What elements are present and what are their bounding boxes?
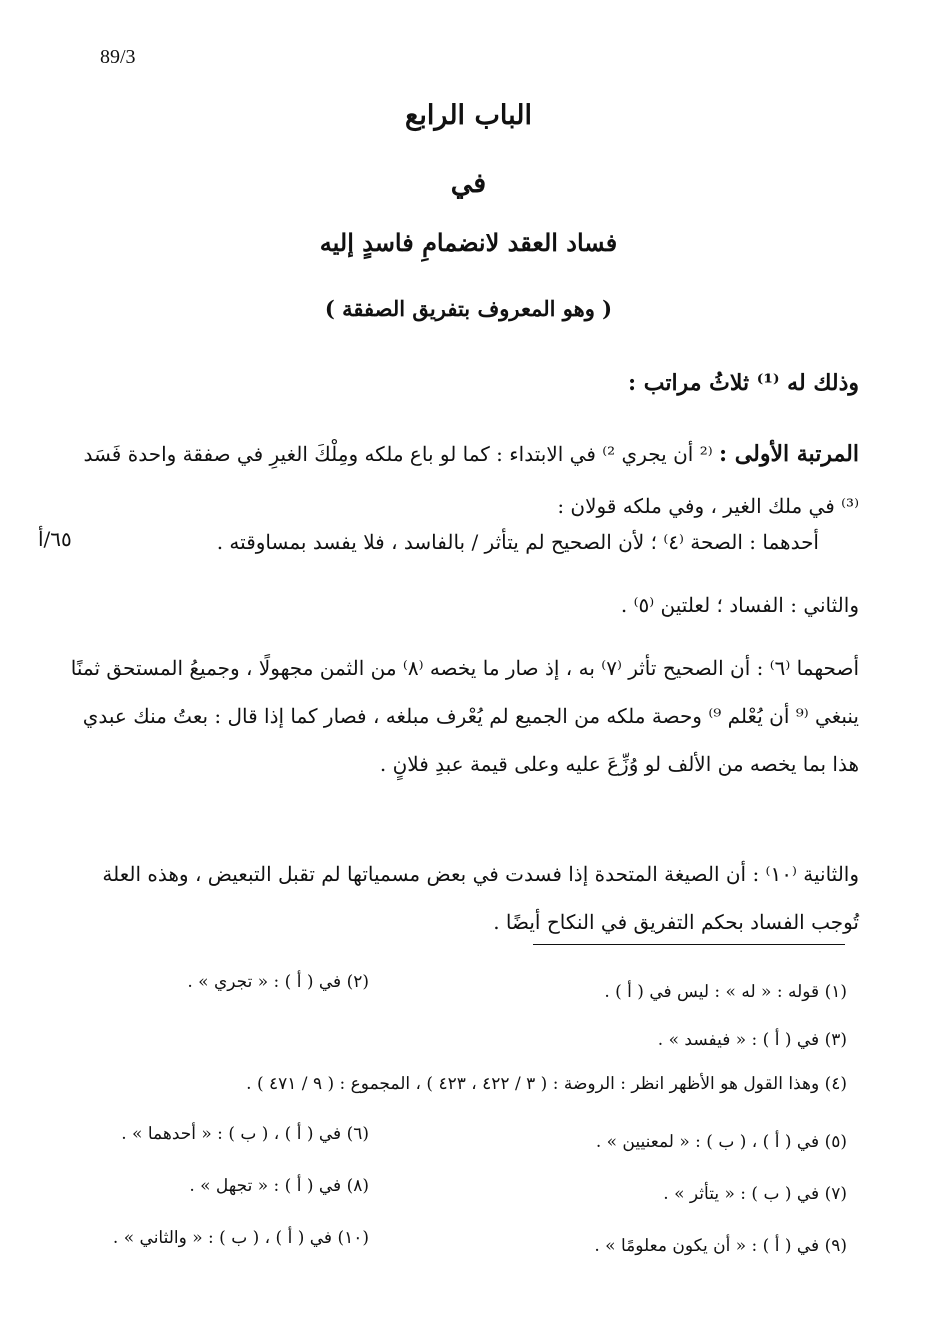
footnote-5: (٥) في ( أ ) ، ( ب ) : « لمعنيين » .	[595, 1132, 847, 1152]
paragraph-second-opinion: والثاني : الفساد ؛ لعلتين ⁽٥⁾ .	[620, 593, 859, 617]
intro-line: وذلك له ⁽¹⁾ ثلاثُ مراتب :	[627, 370, 859, 396]
footnote-2: (٢) في ( أ ) : « تجري » .	[187, 972, 369, 992]
first-rank-label: المرتبة الأولى :	[719, 441, 859, 467]
page-number: 89/3	[100, 46, 136, 68]
paragraph-first-opinion: أحدهما : الصحة ⁽٤⁾ ؛ لأن الصحيح لم يتأثر / بالفاسد ، فلا يفسد بمساوقته .	[216, 530, 819, 554]
footnote-9: (٩) في ( أ ) : « أن يكون معلومًا » .	[594, 1236, 847, 1256]
first-rank-text: ⁽² أن يجري ²⁾ في الابتداء : كما لو باع ملكه ومِلْكَ الغيرِ في صفقة واحدة فَسَد ⁽³⁾ في ملك الغير ، وفي ملكه قولان :	[83, 442, 859, 518]
footnote-4: (٤) وهذا القول هو الأظهر انظر : الروضة : ( ٣ / ٤٢٢ ، ٤٢٣ ) ، المجموع : ( ٩ / ٤٧١ ) .	[246, 1074, 847, 1094]
chapter-heading: الباب الرابع	[405, 100, 532, 131]
footnote-7: (٧) في ( ب ) : « يتأثر » .	[663, 1184, 847, 1204]
paragraph-second-reason: والثانية ⁽١٠⁾ : أن الصيغة المتحدة إذا فسدت في بعض مسمياتها لم تقبل التبعيض ، وهذه العلة تُوجب الفساد بحكم التفريق في النكاح أيضًا .	[102, 862, 859, 934]
footnote-divider	[533, 944, 845, 945]
footnote-6: (٦) في ( أ ) ، ( ب ) : « أحدهما » .	[121, 1124, 369, 1144]
footnote-8: (٨) في ( أ ) : « تجهل » .	[189, 1176, 369, 1196]
chapter-heading-in: في	[450, 168, 487, 199]
footnote-3: (٣) في ( أ ) : « فيفسد » .	[657, 1030, 847, 1050]
manuscript-folio-marker: ٦٥/أ	[38, 527, 72, 551]
paragraph-first-reason: أصحهما ⁽٦⁾ : أن الصحيح تأثر ⁽٧⁾ به ، إذ صار ما يخصه ⁽٨⁾ من الثمن مجهولًا ، وجميعُ المستحق ثمنًا ينبغي ⁽⁹ أن يُعْلم ⁹⁾ وحصة ملكه من الجميع لم يُعْرف مبلغه ، فصار كما إذا قال : بعتُ منك عبدي هذا بما يخصه من الألف لو وُزِّعَ عليه وعلى قيمة عبدِ فلانٍ .	[70, 656, 859, 776]
paragraph-first-rank	[69, 428, 859, 532]
footnote-10: (١٠) في ( أ ) ، ( ب ) : « والثاني » .	[112, 1228, 369, 1248]
footnote-1: (١) قوله : « له » : ليس في ( أ ) .	[604, 982, 847, 1002]
chapter-subtitle: ( وهو المعروف بتفريق الصفقة )	[324, 296, 613, 321]
chapter-title: فساد العقد لانضمامِ فاسدٍ إليه	[319, 228, 618, 257]
